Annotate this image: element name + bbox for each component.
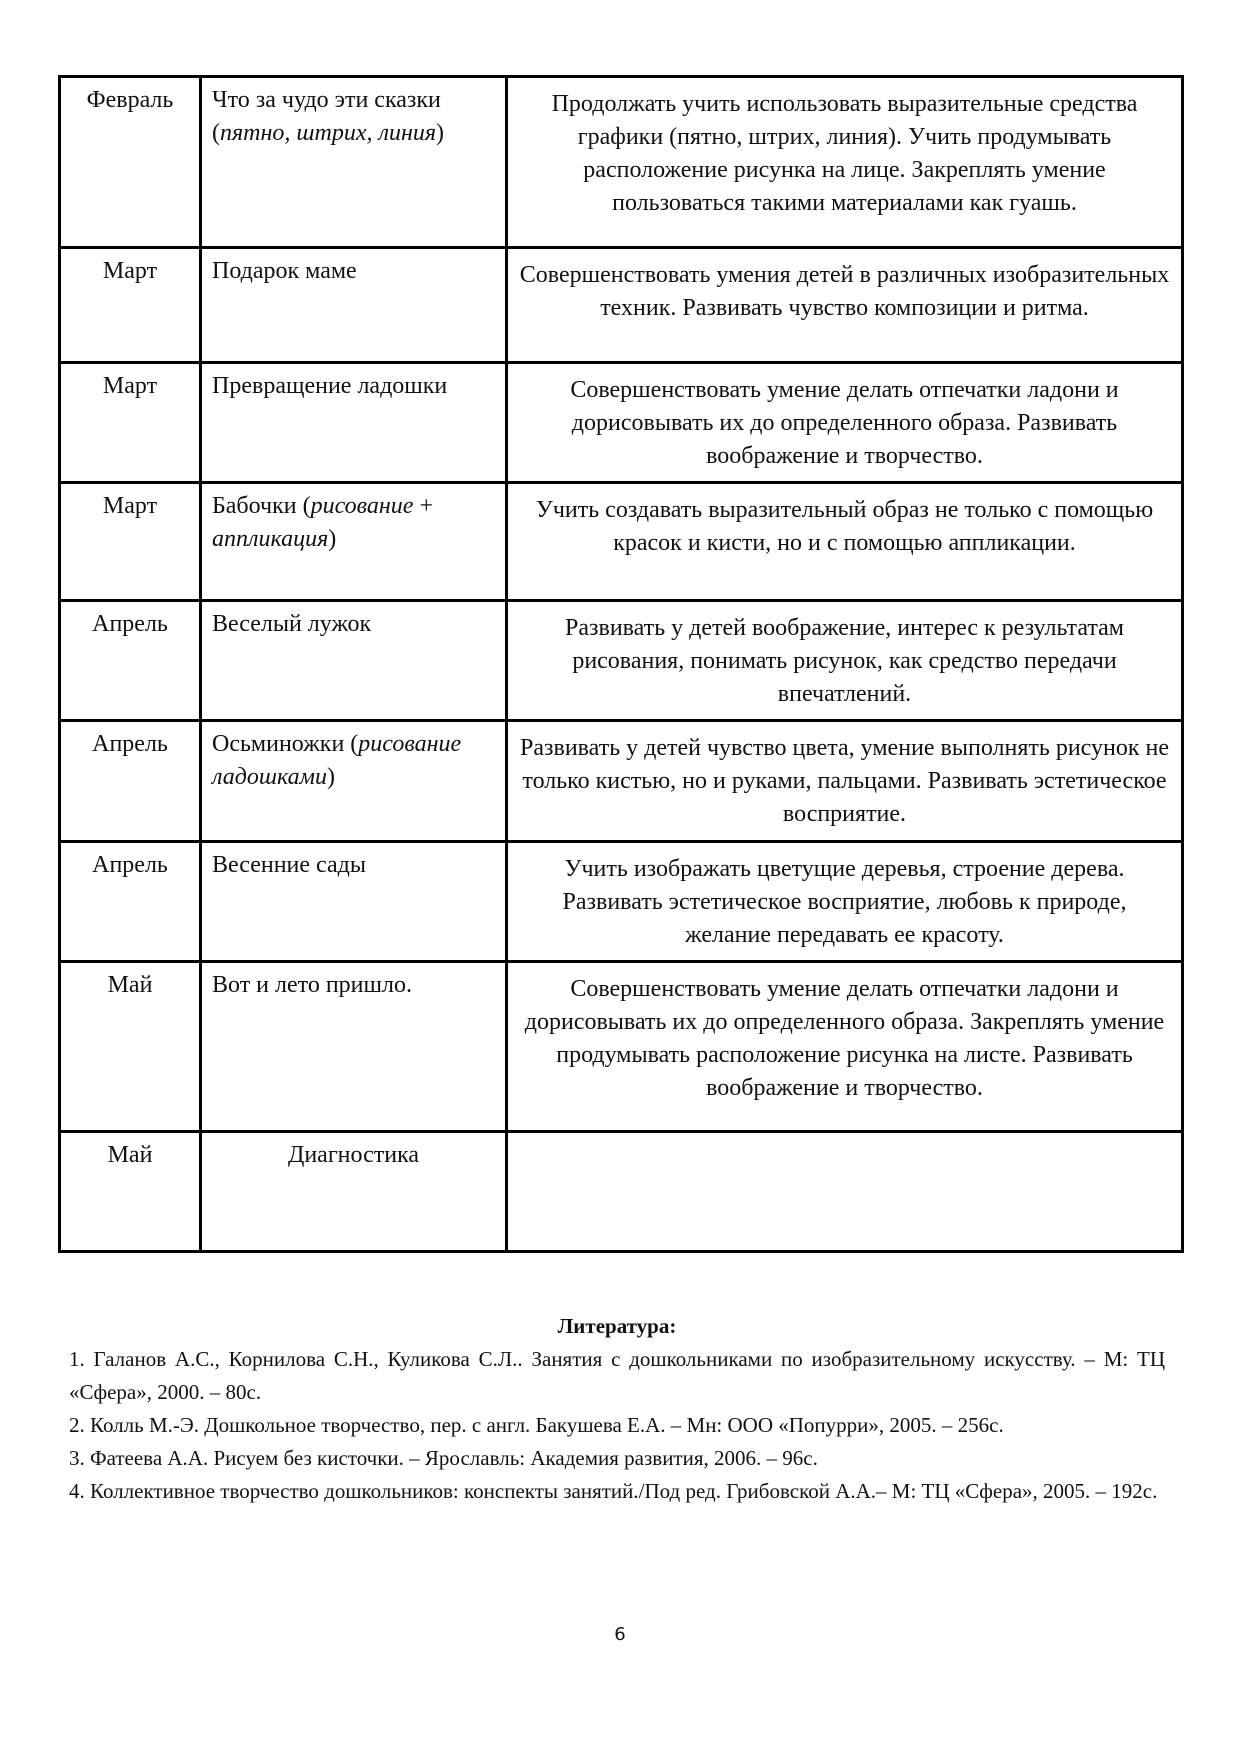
topic-cell bbox=[201, 483, 507, 601]
topic-cell bbox=[201, 962, 507, 1132]
literature-item: 4. Коллективное творчество дошкольников: конспекты занятий./Под ред. Грибовской А.А.– М: ТЦ «Сфера», 2005. – 192с. bbox=[69, 1479, 1158, 1503]
topic-cell bbox=[201, 77, 507, 248]
table-row bbox=[60, 363, 1183, 483]
goal-cell: Продолжать учить использовать выразительные средства графики (пятно, штрих, линия). Учить продумывать расположение рисунка на лице. Закреплять умение пользоваться такими материалами как гуашь. bbox=[507, 77, 1183, 248]
goal-cell: Развивать у детей воображение, интерес к результатам рисования, понимать рисунок, как средство передачи впечатлений. bbox=[507, 601, 1183, 721]
topic-text: Бабочки ( bbox=[212, 493, 311, 519]
month-cell: Апрель bbox=[60, 721, 201, 842]
goal-cell: Совершенствовать умение делать отпечатки ладони и дорисовывать их до определенного образа. Развивать воображение и творчество. bbox=[507, 363, 1183, 483]
topic-text: Веселый лужок bbox=[212, 611, 372, 637]
literature-item: 3. Фатеева А.А. Рисуем без кисточки. – Ярославль: Академия развития, 2006. – 96с. bbox=[69, 1446, 818, 1470]
topic-cell bbox=[201, 842, 507, 962]
topic-text: Весенние сады bbox=[212, 852, 366, 878]
topic-text: ) bbox=[328, 526, 337, 552]
table-row bbox=[60, 962, 1183, 1132]
topic-text: Осьминожки ( bbox=[212, 731, 359, 757]
month-cell: Апрель bbox=[60, 601, 201, 721]
table-row bbox=[60, 721, 1183, 842]
topic-technique-text: рисование bbox=[310, 493, 414, 519]
literature-section bbox=[69, 1310, 1165, 1508]
goal-cell: Развивать у детей чувство цвета, умение выполнять рисунок не только кистью, но и руками, пальцами. Развивать эстетическое восприятие. bbox=[507, 721, 1183, 842]
topic-cell bbox=[201, 601, 507, 721]
table-row bbox=[60, 248, 1183, 363]
goal-cell: Совершенствовать умения детей в различных изобразительных техник. Развивать чувство композиции и ритма. bbox=[507, 248, 1183, 363]
literature-title: Литература: bbox=[557, 1314, 677, 1338]
topic-cell bbox=[201, 248, 507, 363]
table-row bbox=[60, 77, 1183, 248]
topic-technique-text: пятно, штрих, линия bbox=[220, 120, 437, 146]
topic-text: ( bbox=[212, 120, 220, 146]
month-cell: Март bbox=[60, 363, 201, 483]
topic-technique-text: рисование ладошками bbox=[212, 731, 462, 790]
page-number: 6 bbox=[614, 1624, 626, 1645]
month-cell: Май bbox=[60, 962, 201, 1132]
month-cell: Март bbox=[60, 248, 201, 363]
lesson-plan-table bbox=[58, 75, 1184, 1253]
literature-item: 1. Галанов А.С., Корнилова С.Н., Куликова С.Л.. Занятия с дошкольниками по изобразительному искусству. – М: ТЦ «Сфера», 2000. – 80с. bbox=[69, 1347, 1165, 1404]
topic-text: Превращение ладошки bbox=[212, 373, 448, 399]
topic-text: + bbox=[413, 493, 434, 519]
goal-cell: Учить изображать цветущие деревья, строение дерева. Развивать эстетическое восприятие, любовь к природе, желание передавать ее красоту. bbox=[507, 842, 1183, 962]
goal-cell: Совершенствовать умение делать отпечатки ладони и дорисовывать их до определенного образа. Закреплять умение продумывать расположение рисунка на листе. Развивать воображение и творчество. bbox=[507, 962, 1183, 1132]
month-cell: Март bbox=[60, 483, 201, 601]
topic-technique-text: аппликация bbox=[212, 526, 329, 552]
month-cell: Май bbox=[60, 1132, 201, 1252]
table-row bbox=[60, 1132, 1183, 1252]
topic-text: Что за чудо эти сказки bbox=[212, 87, 441, 113]
topic-cell bbox=[201, 1132, 507, 1252]
topic-text: Вот и лето пришло. bbox=[212, 972, 412, 998]
topic-text: ) bbox=[326, 764, 335, 790]
goal-cell: Учить создавать выразительный образ не только с помощью красок и кисти, но и с помощью аппликации. bbox=[507, 483, 1183, 601]
literature-item: 2. Колль М.-Э. Дошкольное творчество, пер. с англ. Бакушева Е.А. – Мн: ООО «Попурри», 2005. – 256с. bbox=[69, 1413, 1004, 1437]
table-row bbox=[60, 601, 1183, 721]
topic-cell bbox=[201, 363, 507, 483]
table-row bbox=[60, 842, 1183, 962]
topic-cell bbox=[201, 721, 507, 842]
month-cell: Апрель bbox=[60, 842, 201, 962]
topic-text: Подарок маме bbox=[212, 258, 357, 284]
topic-text: Диагностика bbox=[287, 1142, 420, 1168]
lesson-plan-body bbox=[60, 77, 1183, 1252]
month-cell: Февраль bbox=[60, 77, 201, 248]
topic-text: ) bbox=[436, 120, 445, 146]
goal-cell bbox=[507, 1132, 1183, 1252]
table-row bbox=[60, 483, 1183, 601]
